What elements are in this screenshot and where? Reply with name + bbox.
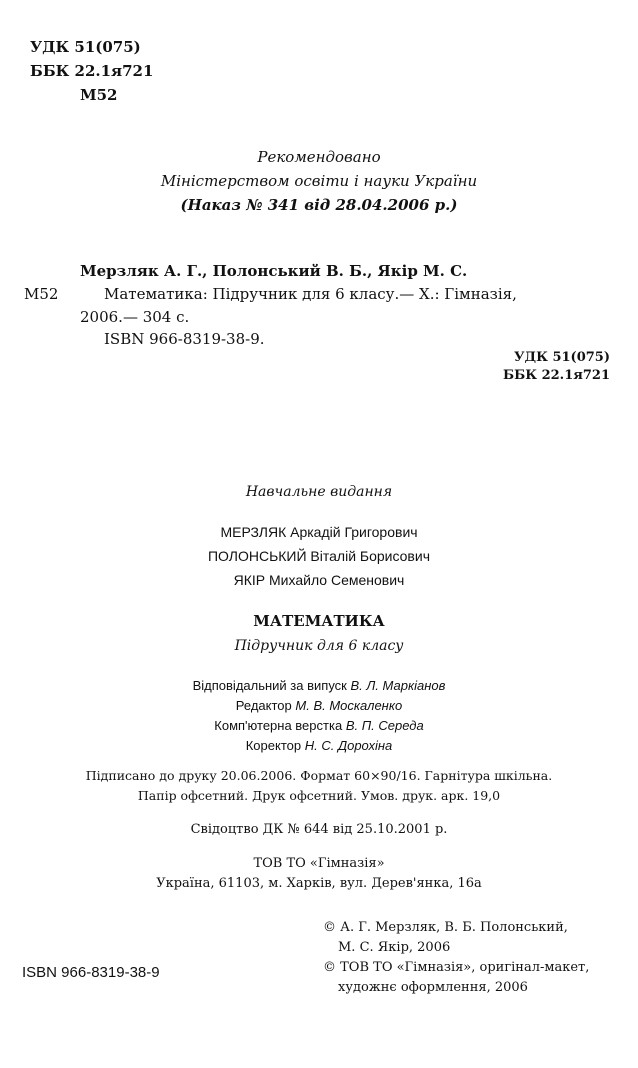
recommendation-line-3: (Наказ № 341 від 28.04.2006 р.): [180, 196, 458, 214]
card-line-1: Математика: Підручник для 6 класу.— Х.: Гімназія,: [104, 285, 517, 303]
staff-editor: [0, 698, 638, 713]
udk-code: УДК 51(075): [30, 38, 141, 56]
card-isbn: ISBN 966-8319-38-9.: [104, 330, 265, 348]
bbk-code: ББК 22.1я721: [30, 62, 154, 80]
card-bbk: ББК 22.1я721: [503, 368, 610, 383]
author-full-3: ЯКІР Михайло Семенович: [233, 572, 405, 588]
publisher-name: ТОВ ТО «Гімназія»: [253, 856, 385, 871]
staff-role: Редактор: [235, 698, 292, 713]
staff-name: В. Л. Маркіанов: [350, 678, 446, 693]
card-authors: Мерзляк А. Г., Полонський В. Б., Якір М. С.: [80, 262, 468, 280]
staff-name: В. П. Середа: [345, 718, 424, 733]
staff-role: Коректор: [245, 738, 302, 753]
bottom-isbn: ISBN 966-8319-38-9: [22, 964, 160, 981]
staff-name: М. В. Москаленко: [295, 698, 403, 713]
publisher-address: Україна, 61103, м. Харків, вул. Дерев'янка, 16а: [156, 876, 482, 891]
recommendation-line-2: Міністерством освіти і науки України: [160, 172, 478, 190]
author-full-2: ПОЛОНСЬКИЙ Віталій Борисович: [207, 548, 430, 564]
print-info-1: Підписано до друку 20.06.2006. Формат 60×90/16. Гарнітура шкільна.: [85, 768, 553, 783]
card-line-2: 2006.— 304 с.: [80, 308, 190, 326]
copyright-line-1: © А. Г. Мерзляк, В. Б. Полонський,: [323, 920, 568, 935]
print-info-2: Папір офсетний. Друк офсетний. Умов. друк. арк. 19,0: [137, 788, 501, 803]
certificate: Свідоцтво ДК № 644 від 25.10.2001 р.: [190, 822, 448, 837]
copyright-line-4: художнє оформлення, 2006: [338, 980, 528, 995]
staff-proofreader: [0, 738, 638, 753]
author-full-1: МЕРЗЛЯК Аркадій Григорович: [220, 524, 418, 540]
staff-responsible: [0, 678, 638, 693]
staff-layout: [0, 718, 638, 733]
copyright-line-3: © ТОВ ТО «Гімназія», оригінал-макет,: [323, 960, 590, 975]
staff-role: Комп'ютерна верстка: [214, 718, 343, 733]
staff-name: Н. С. Дорохіна: [304, 738, 393, 753]
author-mark: М52: [80, 86, 118, 104]
copyright-line-2: М. С. Якір, 2006: [338, 940, 451, 955]
staff-role: Відповідальний за випуск: [192, 678, 347, 693]
book-title: МАТЕМАТИКА: [253, 612, 385, 630]
card-udk: УДК 51(075): [514, 350, 610, 365]
recommendation-line-1: Рекомендовано: [257, 148, 381, 166]
card-mark: М52: [24, 285, 59, 303]
book-subtitle: Підручник для 6 класу: [234, 638, 404, 654]
edition-type: Навчальне видання: [245, 484, 393, 500]
